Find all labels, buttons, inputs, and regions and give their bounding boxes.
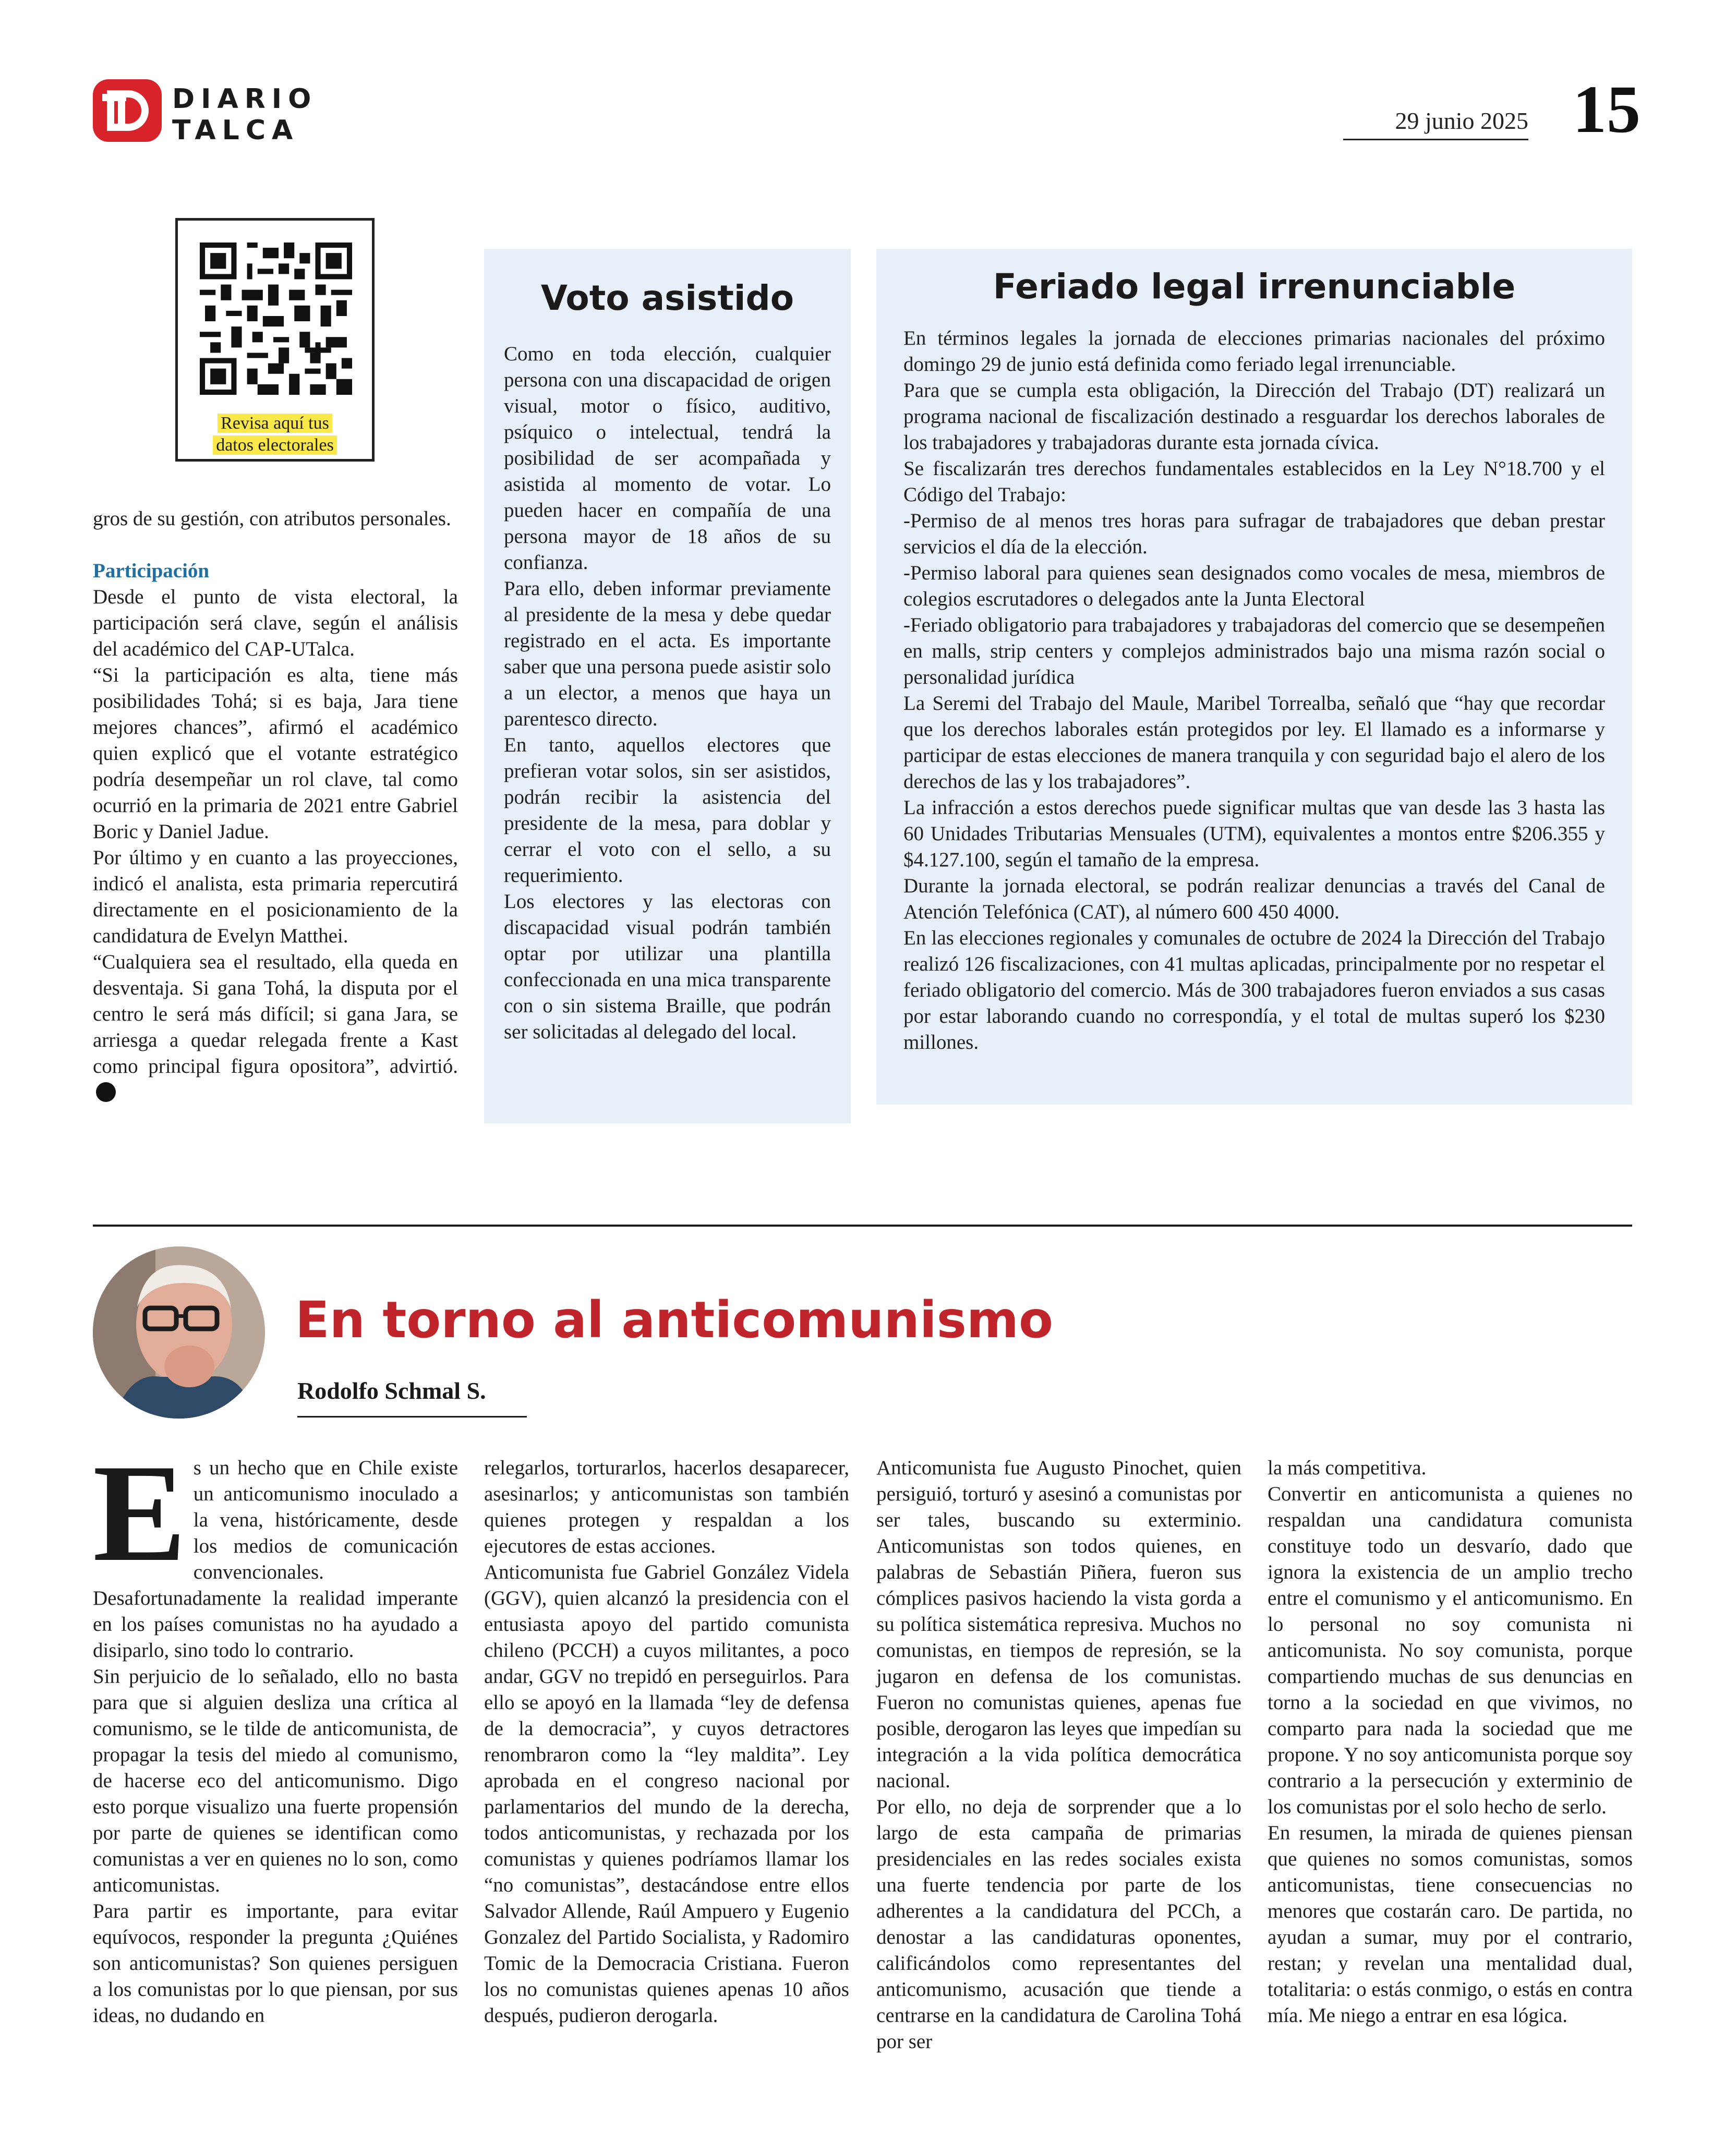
opinion-title: En torno al anticomunismo — [295, 1291, 1053, 1349]
qr-caption-line-1: Revisa aquí tus — [218, 414, 332, 433]
feriado-body — [903, 325, 1605, 1056]
opinion-paragraph: s un hecho que en Chile existe un anticomunismo inoculado a la vena, históricamente, desde los medios de comunicación convencionales. Desafortunadamente la realidad imperante en los países comunistas no ha ayudado a disiparlo, sino todo lo contrario. — [93, 1457, 458, 1662]
opinion-paragraph: Por ello, no deja de sorprender que a lo largo de esta campaña de primarias presidenciales en las redes sociales exista una fuerte tendencia por parte de los adherentes a la candidatura del PCCh, a denostar a las candidaturas oponentes, calificándolos como representantes del anticomunismo, acusación que tiende a centrarse en la candidatura de Carolina Tohá por ser — [876, 1796, 1241, 2053]
opinion-paragraph: Convertir en anticomunista a quienes no respaldan una candidatura comunista constituye todo un desvarío, dado que ignora la existencia de un amplio trecho entre el comunismo y el anticomunismo. En lo personal no soy comunista ni anticomunista. No soy comunista, porque compartiendo muchas de sus denuncias en torno a la sociedad en que vivimos, no comparto para nada la sociedad que me propone. Y no soy anticomunista porque soy contrario a la persecución y exterminio de los comunistas por el solo hecho de serlo. — [1268, 1483, 1633, 1818]
drop-cap: E — [93, 1435, 186, 1590]
box-paragraph: Durante la jornada electoral, se podrán realizar denuncias a través del Canal de Atención Telefónica (CAT), al número 600 450 4000. — [903, 875, 1605, 923]
opinion-paragraph: Anticomunista fue Gabriel González Videla (GGV), quien alcanzó la presidencia con el entusiasta apoyo del partido comunista chileno (PCCH) a cuyos militantes, a poco andar, GGV no trepidó en perseguirlos. Para ello se apoyó en la llamada “ley de defensa de la democracia”, y cuyos detractores renombraron como la “ley maldita”. Ley aprobada en el congreso nacional por parlamentarios del mundo de la derecha, todos anticomunistas, y rechazada por los comunistas y quienes podríamos llamar los “no comunistas”, destacándose entre ellos Salvador Allende, Raúl Ampuero y Eugenio Gonzalez del Partido Socialista, y Radomiro Tomic de la Democracia Cristiana. Fueron los no comunistas quienes apenas 10 años después, pudieron derogarla. — [484, 1561, 849, 2027]
article-paragraph-last — [93, 949, 458, 1106]
box-paragraph: En tanto, aquellos electores que prefieran votar solos, sin ser asistidos, podrán recibir la asistencia del presidente de la mesa, para doblar y cerrar el voto con el sello, a su requerimiento. — [504, 734, 831, 887]
author-avatar — [93, 1246, 265, 1419]
end-mark-icon — [96, 1082, 116, 1102]
box-paragraph: Para ello, deben informar previamente al presidente de la mesa y debe quedar registrado en el acta. Es importante saber que una persona puede asistir solo a un elector, a menos que haya un parentesco directo. — [504, 577, 831, 730]
article-paragraph: Por último y en cuanto a las proyecciones, indicó el analista, esta primaria repercutirá directamente en el posicionamiento de la candidatura de Evelyn Matthei. — [93, 846, 458, 947]
logo-line-2: TALCA — [172, 115, 299, 146]
voto-asistido-title: Voto asistido — [540, 278, 794, 318]
opinion-column-4 — [1268, 1455, 1633, 2029]
opinion-author: Rodolfo Schmal S. — [297, 1377, 486, 1404]
voto-asistido-box — [484, 249, 851, 1123]
opinion-column-3 — [876, 1455, 1241, 2055]
box-paragraph: Los electores y las electoras con discapacidad visual podrán también optar por utilizar una plantilla confeccionada en una mica transparente con o sin sistema Braille, que podrán ser solicitadas al delegado del local. — [504, 890, 831, 1043]
section-subhead: Participación — [93, 560, 210, 582]
opinion-column-1 — [93, 1435, 458, 2029]
box-paragraph: -Feriado obligatorio para trabajadores y trabajadoras del comercio que se desempeñen en malls, strip centers y complejos administrados bajo una misma razón social o personalidad jurídica — [903, 614, 1605, 688]
box-paragraph: -Permiso laboral para quienes sean designados como vocales de mesa, miembros de colegios escrutadores o delegados ante la Junta Electoral — [903, 562, 1605, 610]
feriado-title: Feriado legal irrenunciable — [993, 267, 1516, 307]
box-paragraph: -Permiso de al menos tres horas para sufragar de trabajadores que deban prestar servicios el día de la elección. — [903, 510, 1605, 558]
article-paragraph-text: “Cualquiera sea el resultado, ella queda en desventaja. Si gana Tohá, la disputa por el centro le será más difícil; si gana Jara, se arriesga a quedar relegada frente a Kast como principal figura opositora”, advirtió. — [93, 951, 458, 1077]
box-paragraph: Como en toda elección, cualquier persona con una discapacidad de origen visual, motor o físico, auditivo, psíquico o intelectual, tendrá la posibilidad de ser acompañada y asistida al momento de votar. Lo pueden hacer en compañía de una persona mayor de 18 años de su confianza. — [504, 343, 831, 574]
logo-line-1: DIARIO — [172, 83, 318, 115]
opinion-paragraph: Para partir es importante, para evitar equívocos, responder la pregunta ¿Quiénes son anticomunistas? Son quienes persiguen a los comunistas por lo que piensan, por sus ideas, no dudando en — [93, 1900, 458, 2027]
qr-caption-line-2: datos electorales — [213, 435, 337, 455]
section-divider — [93, 1225, 1632, 1227]
box-paragraph: La Seremi del Trabajo del Maule, Maribel Torrealba, señaló que “hay que recordar que los derechos laborales están protegidos por ley. El llamado es a informarse y participar de estas elecciones de manera tranquila y con seguridad bajo el alero de los derechos de las y los trabajadores”. — [903, 692, 1605, 793]
article-intro: gros de su gestión, con atributos personales. — [93, 507, 451, 530]
opinion-paragraph: Anticomunista fue Augusto Pinochet, quien persiguió, torturó y asesinó a comunistas por ser tales, buscando su exterminio. Anticomunistas son todos quienes, en palabras de Sebastián Piñera, fueron sus cómplices pasivos haciendo la vista gorda a su política sistemática represiva. Muchos no comunistas, en tiempos de represión, se la jugaron en defensa de los comunistas. Fueron no comunistas quienes, apenas fue posible, derogaron las leyes que impedían su integración a la vida política democrática nacional. — [876, 1457, 1241, 1792]
box-paragraph: En las elecciones regionales y comunales de octubre de 2024 la Dirección del Trabajo realizó 126 fiscalizaciones, con 41 multas aplicadas, principalmente por no respetar el feriado obligatorio del comercio. Más de 300 trabajadores fueron enviados a sus casas por estar laborando cuando no correspondía, y el total de multas superó los $230 millones. — [903, 927, 1605, 1053]
feriado-box — [876, 249, 1632, 1105]
box-paragraph: Para que se cumpla esta obligación, la Dirección del Trabajo (DT) realizará un programa nacional de fiscalización destinado a resguardar los derechos laborales de los trabajadores y trabajadoras durante esta jornada cívica. — [903, 379, 1605, 454]
opinion-paragraph: En resumen, la mirada de quienes piensan que quienes no somos comunistas, somos anticomunistas, tiene consecuencias no menores que costarán caro. De partida, no ayudan a sumar, muy por el contrario, restan; y revelan una mentalidad dual, totalitaria: o estás conmigo, o estás en contra mía. Me niego a entrar en esa lógica. — [1268, 1822, 1633, 2027]
byline-underline — [297, 1416, 527, 1418]
opinion-paragraph: la más competitiva. — [1268, 1457, 1427, 1479]
page-number: 15 — [1573, 72, 1640, 147]
issue-date: 29 junio 2025 — [1395, 107, 1528, 134]
spacer — [93, 532, 458, 558]
box-paragraph: La infracción a estos derechos puede significar multas que van desde las 3 hasta las 60 Unidades Tributarias Mensuales (UTM), equivalentes a montos entre $206.355 y $4.127.100, según el tamaño de la empresa. — [903, 796, 1605, 871]
box-paragraph: Se fiscalizarán tres derechos fundamentales establecidos en la Ley N°18.700 y el Código del Trabajo: — [903, 457, 1605, 506]
diario-talca-logo-icon — [93, 79, 162, 142]
qr-code-box[interactable] — [175, 218, 375, 462]
date-underline — [1343, 139, 1528, 140]
article-paragraph: “Si la participación es alta, tiene más posibilidades Tohá; si es baja, Jara tiene mejores chances”, afirmó el académico quien explicó que el votante estratégico podría desempeñar un rol clave, tal como ocurrió en la primaria de 2021 entre Gabriel Boric y Daniel Jadue. — [93, 664, 458, 843]
opinion-paragraph: Sin perjuicio de lo señalado, ello no basta para que si alguien desliza una crítica al comunismo, se le tilde de anticomunista, de propagar la tesis del miedo al comunismo, de hacerse eco del anticomunismo. Digo esto porque visualizo una fuerte propensión por parte de quienes se identifican como comunistas a ver en quienes no lo son, como anticomunistas. — [93, 1665, 458, 1896]
left-article — [93, 506, 458, 1106]
article-paragraph: Desde el punto de vista electoral, la participación será clave, según el análisis del académico del CAP-UTalca. — [93, 586, 458, 660]
logo-wordmark — [172, 83, 317, 146]
opinion-paragraph: relegarlos, torturarlos, hacerlos desaparecer, asesinarlos; y anticomunistas son también quienes protegen y respaldan a los ejecutores de estas acciones. — [484, 1457, 849, 1557]
voto-asistido-body — [504, 341, 831, 1045]
opinion-column-2 — [484, 1455, 849, 2029]
qr-code-icon[interactable] — [200, 243, 352, 395]
box-paragraph: En términos legales la jornada de elecciones primarias nacionales del próximo domingo 29 de junio está definida como feriado legal irrenunciable. — [903, 327, 1605, 376]
qr-caption — [178, 413, 372, 456]
